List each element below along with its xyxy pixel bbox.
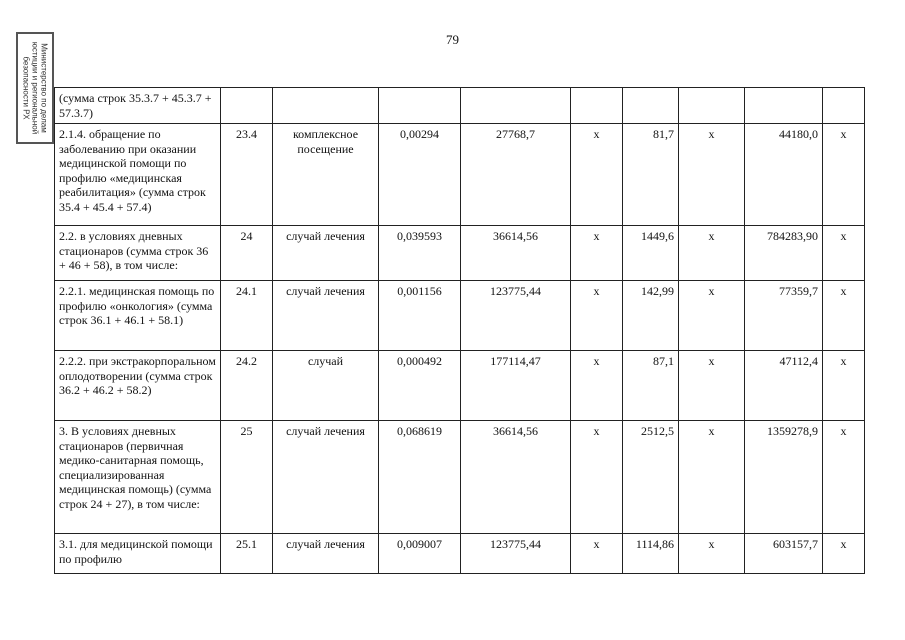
row-name: 2.2.1. медицинская помощь по профилю «онкология» (сумма строк 36.1 + 46.1 + 58.1) xyxy=(55,281,221,351)
row-x3 xyxy=(823,88,865,124)
row-x2 xyxy=(679,88,745,124)
row-x1: х xyxy=(571,226,623,281)
stamp-line: юстиции и региональной xyxy=(30,41,40,135)
row-norm: 0,001156 xyxy=(379,281,461,351)
row-value1 xyxy=(623,88,679,124)
table-row xyxy=(55,534,865,574)
row-name: 3. В условиях дневных стационаров (первичная медико-санитарная помощь, специализированная медицинская помощь) (сумма строк 24 + 27), в том числе: xyxy=(55,421,221,534)
row-x3: х xyxy=(823,281,865,351)
row-code: 25.1 xyxy=(221,534,273,574)
row-value2: 784283,90 xyxy=(745,226,823,281)
row-value1: 142,99 xyxy=(623,281,679,351)
row-name: 3.1. для медицинской помощи по профилю xyxy=(55,534,221,574)
row-norm: 0,000492 xyxy=(379,351,461,421)
row-code: 24 xyxy=(221,226,273,281)
row-code: 23.4 xyxy=(221,124,273,226)
row-unit: случай xyxy=(273,351,379,421)
table-body xyxy=(55,88,865,574)
table-row xyxy=(55,351,865,421)
row-x1: х xyxy=(571,124,623,226)
row-value1: 1449,6 xyxy=(623,226,679,281)
row-code: 25 xyxy=(221,421,273,534)
row-value1: 87,1 xyxy=(623,351,679,421)
row-x1 xyxy=(571,88,623,124)
row-value2: 77359,7 xyxy=(745,281,823,351)
row-x2: х xyxy=(679,281,745,351)
row-unit: случай лечения xyxy=(273,421,379,534)
row-cost: 36614,56 xyxy=(461,421,571,534)
row-unit: случай лечения xyxy=(273,226,379,281)
row-x1: х xyxy=(571,421,623,534)
stamp-text xyxy=(22,35,49,141)
page-number: 79 xyxy=(446,32,459,47)
row-x2: х xyxy=(679,534,745,574)
row-x1: х xyxy=(571,534,623,574)
ministry-stamp xyxy=(16,32,54,144)
row-unit: случай лечения xyxy=(273,281,379,351)
table-row xyxy=(55,226,865,281)
table-row xyxy=(55,88,865,124)
row-x2: х xyxy=(679,351,745,421)
row-value2: 1359278,9 xyxy=(745,421,823,534)
row-value1: 2512,5 xyxy=(623,421,679,534)
row-cost: 123775,44 xyxy=(461,534,571,574)
row-norm: 0,00294 xyxy=(379,124,461,226)
row-code: 24.1 xyxy=(221,281,273,351)
row-name: 2.2. в условиях дневных стационаров (сумма строк 36 + 46 + 58), в том числе: xyxy=(55,226,221,281)
row-x3: х xyxy=(823,124,865,226)
row-norm: 0,009007 xyxy=(379,534,461,574)
stamp-line: Министерство по делам xyxy=(39,43,49,133)
row-value2: 47112,4 xyxy=(745,351,823,421)
row-unit xyxy=(273,88,379,124)
row-value2: 44180,0 xyxy=(745,124,823,226)
table-row xyxy=(55,124,865,226)
row-unit: случай лечения xyxy=(273,534,379,574)
row-cost: 27768,7 xyxy=(461,124,571,226)
row-x2: х xyxy=(679,124,745,226)
row-code xyxy=(221,88,273,124)
row-cost xyxy=(461,88,571,124)
row-x3: х xyxy=(823,226,865,281)
row-x3: х xyxy=(823,351,865,421)
row-x1: х xyxy=(571,351,623,421)
row-x2: х xyxy=(679,421,745,534)
row-cost: 177114,47 xyxy=(461,351,571,421)
row-norm: 0,039593 xyxy=(379,226,461,281)
row-cost: 123775,44 xyxy=(461,281,571,351)
table-row xyxy=(55,281,865,351)
row-x3: х xyxy=(823,534,865,574)
row-value1: 1114,86 xyxy=(623,534,679,574)
row-value2 xyxy=(745,88,823,124)
row-value1: 81,7 xyxy=(623,124,679,226)
row-x3: х xyxy=(823,421,865,534)
row-x1: х xyxy=(571,281,623,351)
row-name: 2.1.4. обращение по заболеванию при оказании медицинской помощи по профилю «медицинская реабилитация» (сумма строк 35.4 + 45.4 + 57.4) xyxy=(55,124,221,226)
row-unit: комплексное посещение xyxy=(273,124,379,226)
report-table xyxy=(54,87,865,574)
stamp-line: безопасности РХ xyxy=(21,56,31,120)
row-norm xyxy=(379,88,461,124)
row-code: 24.2 xyxy=(221,351,273,421)
row-value2: 603157,7 xyxy=(745,534,823,574)
row-cost: 36614,56 xyxy=(461,226,571,281)
table-row xyxy=(55,421,865,534)
row-name: 2.2.2. при экстракорпоральном оплодотворении (сумма строк 36.2 + 46.2 + 58.2) xyxy=(55,351,221,421)
row-norm: 0,068619 xyxy=(379,421,461,534)
row-name: (сумма строк 35.3.7 + 45.3.7 + 57.3.7) xyxy=(55,88,221,124)
row-x2: х xyxy=(679,226,745,281)
